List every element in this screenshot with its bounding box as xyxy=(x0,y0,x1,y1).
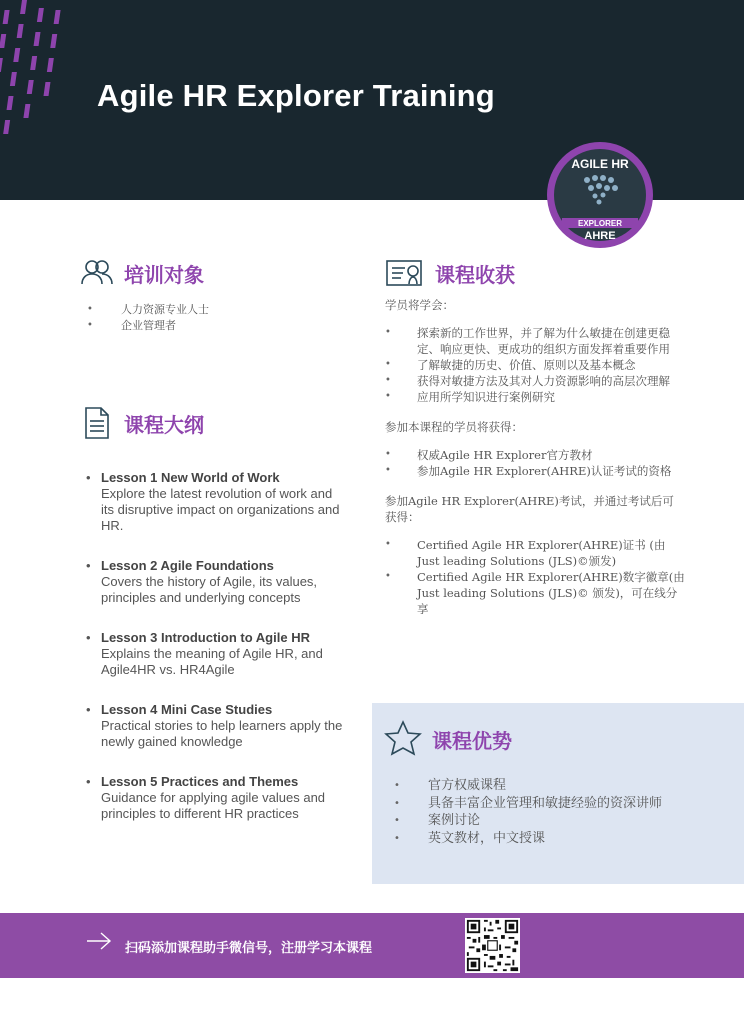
ahre-badge-logo xyxy=(545,138,655,250)
gains-intro-certs: 参加Agile HR Explorer(AHRE)考试，并通过考试后可获得： xyxy=(385,494,674,524)
lesson-list xyxy=(86,470,346,846)
star-icon xyxy=(384,720,422,758)
arrow-right-icon xyxy=(86,931,112,951)
advantages-list xyxy=(394,777,662,847)
list-item: • 人力资源专业人士 xyxy=(87,302,209,318)
gains-intro-learn: 学员将学会： xyxy=(385,298,454,312)
footer-cta-text: 扫码添加课程助手微信号，注册学习本课程 xyxy=(125,941,373,956)
lesson-desc: Explore the latest revolution of work and its disruptive impact on organizations and HR. xyxy=(101,486,340,533)
lesson-name: Lesson 1 New World of Work xyxy=(101,470,280,485)
badge-middle-text: EXPLORER xyxy=(577,219,623,228)
advantages-title: 课程优势 xyxy=(432,728,512,753)
audience-title: 培训对象 xyxy=(124,262,204,287)
lesson-item xyxy=(86,702,346,750)
lesson-name: Lesson 2 Agile Foundations xyxy=(101,558,274,573)
badge-top-text: AGILE HR xyxy=(571,157,629,171)
lesson-item xyxy=(86,630,346,678)
lesson-name: Lesson 3 Introduction to Agile HR xyxy=(101,630,310,645)
qr-code[interactable] xyxy=(465,918,520,973)
list-item: • 官方权威课程 xyxy=(394,777,662,795)
gains-intro-receive: 参加本课程的学员将获得： xyxy=(385,420,523,434)
gains-heading xyxy=(385,256,515,290)
audience-heading xyxy=(80,256,204,290)
lesson-item xyxy=(86,470,346,534)
lesson-name: Lesson 4 Mini Case Studies xyxy=(101,702,273,717)
receive-list xyxy=(385,447,685,479)
lesson-desc: Explains the meaning of Agile HR, and Agile4HR vs. HR4Agile xyxy=(101,646,323,677)
gains-title: 课程收获 xyxy=(435,262,515,287)
lesson-desc: Guidance for applying agile values and principles to different HR practices xyxy=(101,790,326,821)
list-item: • Certified Agile HR Explorer(AHRE)证书 (由Just leading Solutions (JLS)©颁发) xyxy=(385,537,685,569)
lesson-desc: Practical stories to help learners apply the newly gained knowledge xyxy=(101,718,343,749)
lesson-item xyxy=(86,558,346,606)
outline-title: 课程大纲 xyxy=(124,412,204,437)
list-item: • 获得对敏捷方法及其对人力资源影响的高层次理解 xyxy=(385,373,685,389)
list-item: • 了解敏捷的历史、价值、原则以及基本概念 xyxy=(385,357,685,373)
list-item: • 具备丰富企业管理和敏捷经验的资深讲师 xyxy=(394,795,662,813)
people-icon xyxy=(80,256,114,290)
learn-list xyxy=(385,325,685,405)
badge-bottom-text: AHRE xyxy=(584,230,616,242)
list-item: • 参加Agile HR Explorer(AHRE)认证考试的资格 xyxy=(385,463,685,479)
list-item: • Certified Agile HR Explorer(AHRE)数字徽章(由Just leading Solutions (JLS)© 颁发)，可在线分享 xyxy=(385,569,685,617)
lesson-item xyxy=(86,774,346,822)
lesson-desc: Covers the history of Agile, its values, principles and underlying concepts xyxy=(101,574,318,605)
list-item: • 探索新的工作世界，并了解为什么敏捷在创建更稳定、响应更快、更成功的组织方面发挥着重要作用 xyxy=(385,325,685,357)
certificate-icon xyxy=(385,256,425,290)
advantages-heading xyxy=(384,720,512,758)
page-title: Agile HR Explorer Training xyxy=(97,78,495,113)
list-item: • 应用所学知识进行案例研究 xyxy=(385,389,685,405)
cert-list xyxy=(385,537,685,617)
outline-heading xyxy=(80,406,204,440)
decorative-stripes xyxy=(0,0,70,150)
list-item: • 英文教材，中文授课 xyxy=(394,830,662,848)
audience-list xyxy=(87,302,209,334)
gains-content xyxy=(385,297,685,617)
lesson-name: Lesson 5 Practices and Themes xyxy=(101,774,299,789)
list-item: • 权威Agile HR Explorer官方教材 xyxy=(385,447,685,463)
advantages-panel xyxy=(372,703,744,884)
footer-banner xyxy=(0,913,744,978)
list-item: • 企业管理者 xyxy=(87,318,209,334)
list-item: • 案例讨论 xyxy=(394,812,662,830)
document-icon xyxy=(80,406,114,440)
